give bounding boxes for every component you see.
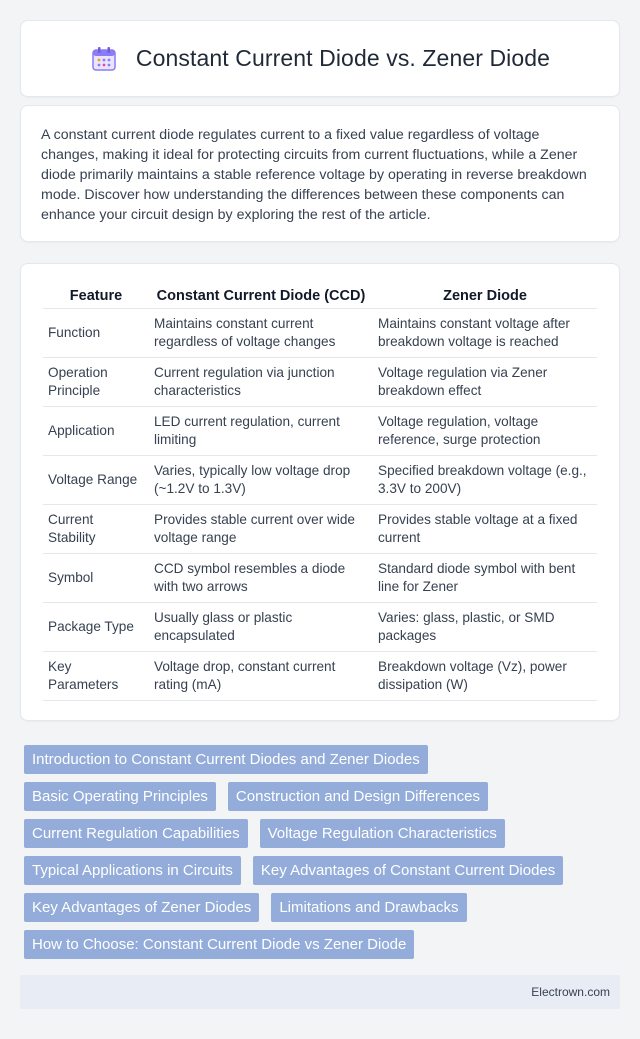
cell-feature: Application — [43, 406, 149, 455]
header-card — [20, 20, 620, 97]
table-row — [43, 357, 597, 406]
cell-zener: Provides stable voltage at a fixed current — [373, 504, 597, 553]
cell-feature: Key Parameters — [43, 651, 149, 700]
tag-typical-applications[interactable]: Typical Applications in Circuits — [24, 856, 241, 885]
table-row — [43, 602, 597, 651]
cell-feature: Package Type — [43, 602, 149, 651]
calendar-icon — [90, 45, 118, 73]
cell-ccd: CCD symbol resembles a diode with two arrows — [149, 553, 373, 602]
cell-ccd: Maintains constant current regardless of voltage changes — [149, 308, 373, 357]
cell-feature: Operation Principle — [43, 357, 149, 406]
tag-limitations[interactable]: Limitations and Drawbacks — [271, 893, 466, 922]
cell-zener: Varies: glass, plastic, or SMD packages — [373, 602, 597, 651]
cell-zener: Specified breakdown voltage (e.g., 3.3V to 200V) — [373, 455, 597, 504]
header-zener: Zener Diode — [373, 284, 597, 308]
intro-card — [20, 105, 620, 242]
page-title: Constant Current Diode vs. Zener Diode — [135, 45, 551, 71]
cell-ccd: Current regulation via junction characteristics — [149, 357, 373, 406]
header-ccd: Constant Current Diode (CCD) — [149, 284, 373, 308]
cell-zener: Voltage regulation, voltage reference, surge protection — [373, 406, 597, 455]
comparison-table — [43, 284, 597, 701]
tag-current-regulation[interactable]: Current Regulation Capabilities — [24, 819, 248, 848]
table-row — [43, 406, 597, 455]
table-row — [43, 455, 597, 504]
cell-ccd: Usually glass or plastic encapsulated — [149, 602, 373, 651]
footer-site-name: Electrown.com — [531, 985, 610, 999]
table-row — [43, 504, 597, 553]
intro-paragraph: A constant current diode regulates current to a fixed value regardless of voltage changes, making it ideal for protecting circuits from current fluctuations, while a Zener diode primarily maintains a stable reference voltage by operating in reverse breakdown mode. Discover how understanding the differences between these components can enhance your circuit design by exploring the rest of the article. — [41, 127, 587, 223]
cell-ccd: LED current regulation, current limiting — [149, 406, 373, 455]
cell-feature: Current Stability — [43, 504, 149, 553]
cell-ccd: Varies, typically low voltage drop (~1.2V to 1.3V) — [149, 455, 373, 504]
tag-construction-design[interactable]: Construction and Design Differences — [228, 782, 488, 811]
comparison-table-card — [20, 263, 620, 721]
cell-feature: Symbol — [43, 553, 149, 602]
table-row — [43, 651, 597, 700]
cell-ccd: Provides stable current over wide voltage range — [149, 504, 373, 553]
table-header-row — [43, 284, 597, 308]
cell-zener: Maintains constant voltage after breakdown voltage is reached — [373, 308, 597, 357]
tag-basic-operating-principles[interactable]: Basic Operating Principles — [24, 782, 216, 811]
tag-how-to-choose[interactable]: How to Choose: Constant Current Diode vs Zener Diode — [24, 930, 414, 959]
header-feature: Feature — [43, 284, 149, 308]
tag-advantages-zener[interactable]: Key Advantages of Zener Diodes — [24, 893, 259, 922]
cell-feature: Function — [43, 308, 149, 357]
cell-ccd: Voltage drop, constant current rating (mA) — [149, 651, 373, 700]
tag-advantages-ccd[interactable]: Key Advantages of Constant Current Diodes — [253, 856, 563, 885]
cell-zener: Standard diode symbol with bent line for Zener — [373, 553, 597, 602]
cell-feature: Voltage Range — [43, 455, 149, 504]
footer — [20, 975, 620, 1009]
cell-zener: Breakdown voltage (Vz), power dissipation (W) — [373, 651, 597, 700]
table-row — [43, 553, 597, 602]
cell-zener: Voltage regulation via Zener breakdown effect — [373, 357, 597, 406]
tag-voltage-regulation[interactable]: Voltage Regulation Characteristics — [260, 819, 505, 848]
tag-introduction[interactable]: Introduction to Constant Current Diodes and Zener Diodes — [24, 745, 428, 774]
header-inner — [90, 45, 550, 73]
table-row — [43, 308, 597, 357]
topic-tags — [20, 745, 620, 959]
